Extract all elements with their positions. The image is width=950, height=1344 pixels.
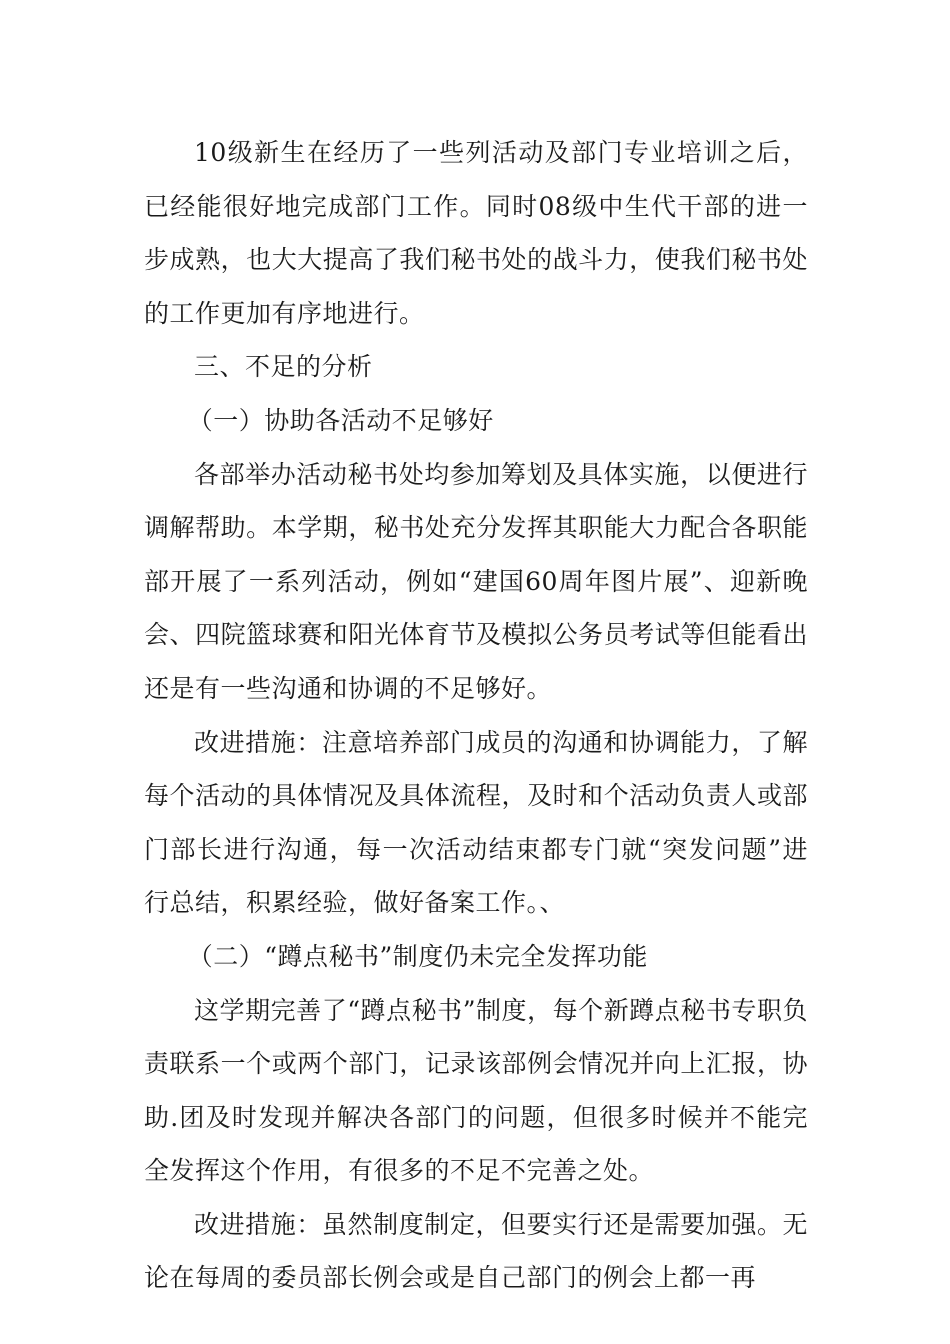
subheading-activity-assistance: （一）协助各活动不足够好 xyxy=(187,405,494,435)
paragraph-improvement-measures-2: 改进措施：虽然制度制定，但要实行还是需要加强。无论在每周的委员部长例会或是自己部门的例会上都一再 xyxy=(144,1209,808,1293)
paragraph-improvement-measures-1: 改进措施：注意培养部门成员的沟通和协调能力，了解每个活动的具体情况及具体流程，及时和个活动负责人或部门部长进行沟通，每一次活动结束都专门就“突发问题”进行总结，积累经验，做好备案工作。、 xyxy=(144,727,808,918)
paragraph-secretary-system: 这学期完善了“蹲点秘书”制度，每个新蹲点秘书专职负责联系一个或两个部门，记录该部例会情况并向上汇报，协助.团及时发现并解决各部门的问题，但很多时候并不能完全发挥这个作用，有很多的不足不完善之处。 xyxy=(144,995,808,1186)
paragraph-activity-assistance: 各部举办活动秘书处均参加筹划及具体实施，以便进行调解帮助。本学期，秘书处充分发挥其职能大力配合各职能部开展了一系列活动，例如“建国60周年图片展”、迎新晚会、四院篮球赛和阳光体育节及模拟公务员考试等但能看出还是有一些沟通和协调的不足够好。 xyxy=(144,459,808,703)
paragraph-new-members: 10级新生在经历了一些列活动及部门专业培训之后，已经能很好地完成部门工作。同时08级中生代干部的进一步成熟，也大大提高了我们秘书处的战斗力，使我们秘书处的工作更加有序地进行。 xyxy=(144,138,808,328)
section-heading-shortcomings: 三、不足的分析 xyxy=(194,352,373,382)
document-body xyxy=(144,126,808,1305)
subheading-secretary-system: （二）“蹲点秘书”制度仍未完全发挥功能 xyxy=(187,941,648,971)
